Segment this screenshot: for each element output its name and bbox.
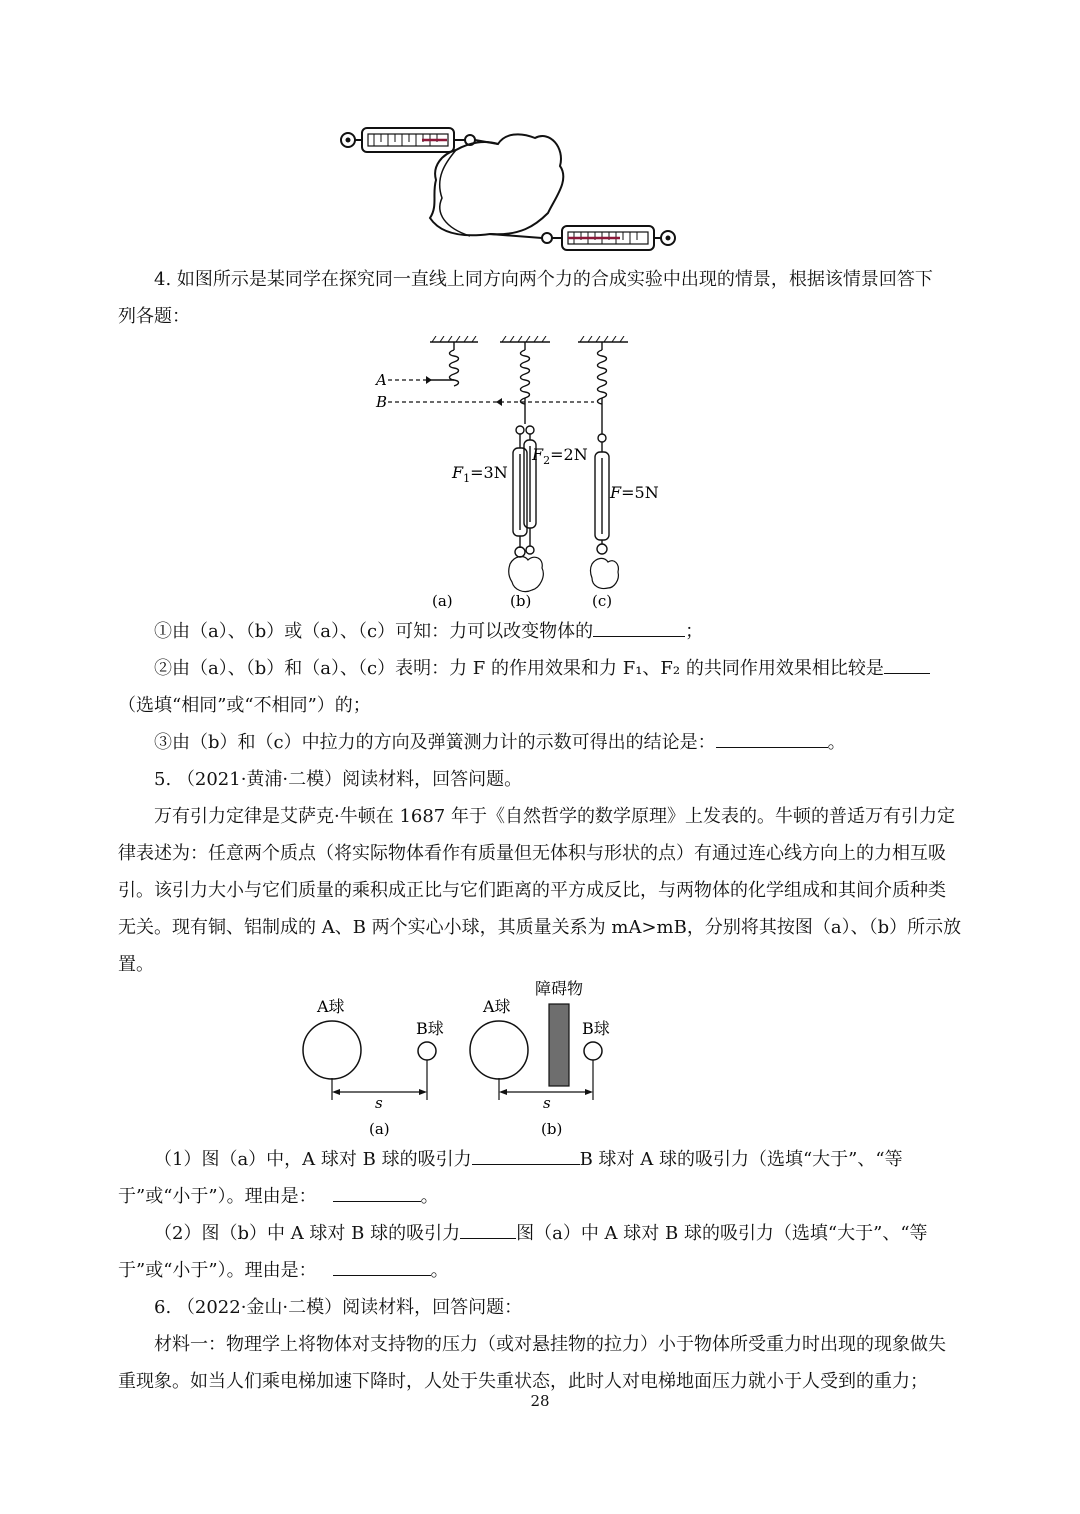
figure-a <box>303 997 444 1138</box>
q4-sub2-line2: （选填“相同”或“不相同”）的； <box>118 695 371 716</box>
obstacle <box>549 1004 569 1086</box>
q5-sub2-end: 。 <box>430 1260 449 1281</box>
label-B: B <box>376 393 388 411</box>
caption-c: (c) <box>592 592 613 610</box>
q5-sub1-cont <box>118 1178 968 1215</box>
rubber-band-loop <box>430 134 563 235</box>
caption-a: (a) <box>432 592 453 610</box>
spring-b <box>521 342 530 424</box>
q4-sub2 <box>118 650 968 687</box>
q4-sub3-text: ③由（b）和（c）中拉力的方向及弹簧测力计的示数可得出的结论是： <box>154 732 716 753</box>
q4-sub1-end: ； <box>685 621 704 642</box>
q6-header-text: 6. （2022·金山·二模）阅读材料，回答问题： <box>154 1297 523 1318</box>
q5-sub2-mid: 图（a）中 A 球对 B 球的吸引力（选填“大于”、“等 <box>516 1223 928 1244</box>
obstacle-label: 障碍物 <box>535 979 584 998</box>
q4-sub3-end: 。 <box>827 732 846 753</box>
q4-stem-line2: 列各题： <box>118 306 190 327</box>
label-f1: $F_1=3N$ <box>452 463 508 485</box>
q4-sub2-cont <box>118 687 968 724</box>
ball-a-large-b <box>470 1021 528 1079</box>
label-f: F=5N <box>610 483 659 502</box>
q5-sub2-blank[interactable] <box>460 1218 516 1239</box>
spring-c <box>598 342 607 434</box>
ball-a-large <box>303 1021 361 1079</box>
q5-sub1-text: （1）图（a）中，A 球对 B 球的吸引力 <box>154 1149 472 1170</box>
b-ball-label-a: B球 <box>416 1019 444 1038</box>
q5-para-4 <box>118 909 968 946</box>
q5-header-text: 5. （2021·黄浦·二模）阅读材料，回答问题。 <box>154 769 523 790</box>
q5-sub1-reason-blank[interactable] <box>333 1181 421 1202</box>
reference-line-a <box>388 376 432 384</box>
label-A: A <box>376 371 387 389</box>
q5-para-1 <box>118 798 968 835</box>
q4-sub1-text: ①由（a）、（b）或（a）、（c）可知：力可以改变物体的 <box>154 621 594 642</box>
spring-scale-f1 <box>513 426 527 557</box>
spring-scale-loop-figure <box>330 118 680 258</box>
q5-para-line2: 律表述为：任意两个质点（将实际物体看作有质量但无体积与形状的点）有通过连心线方向上的力相互吸 <box>118 843 946 864</box>
q6-header <box>118 1289 968 1326</box>
q5-sub2 <box>118 1215 968 1252</box>
q4-sub3 <box>118 724 968 761</box>
q5-sub2-line2: 于”或“小于”）。理由是： <box>118 1260 317 1281</box>
hand-b <box>509 557 544 592</box>
q5-sub2-text: （2）图（b）中 A 球对 B 球的吸引力 <box>154 1223 461 1244</box>
q4-sub2-blank[interactable] <box>884 653 930 674</box>
q4-sub3-blank[interactable] <box>716 727 828 748</box>
q5-sub1 <box>118 1141 968 1178</box>
q5-sub2-cont <box>118 1252 968 1289</box>
q5-sub2-reason-blank[interactable] <box>333 1255 431 1276</box>
right-spring-scale <box>490 226 675 250</box>
reference-line-b <box>388 398 594 406</box>
q5-para-line5: 置。 <box>118 954 154 975</box>
q5-para-2 <box>118 835 968 872</box>
q6-para-1 <box>118 1326 968 1363</box>
q5-para-3 <box>118 872 968 909</box>
ball-b-small-b <box>584 1042 602 1060</box>
label-f2: $F_2=2N$ <box>532 445 588 467</box>
q6-para-line1: 材料一：物理学上将物体对支持物的压力（或对悬挂物的拉力）小于物体所受重力时出现的现象做失 <box>154 1334 946 1355</box>
spring-scale-f <box>595 434 609 554</box>
q4-sub1-blank[interactable] <box>593 616 685 637</box>
q4-stem-cont <box>118 298 968 335</box>
q5-sub1-line2: 于”或“小于”）。理由是： <box>118 1186 317 1207</box>
q5-para-line4: 无关。现有铜、铝制成的 A、B 两个实心小球，其质量关系为 mA>mB，分别将其按图（a）、（b）所示放 <box>118 917 962 938</box>
q6-para-line2: 重现象。如当人们乘电梯加速下降时，人处于失重状态，此时人对电梯地面压力就小于人受到的重力； <box>118 1371 928 1392</box>
q5-header <box>118 761 968 798</box>
q5-sub1-end: 。 <box>420 1186 439 1207</box>
q4-sub2-text: ②由（a）、（b）和（a）、（c）表明：力 F 的作用效果和力 F₁、F₂ 的共同作用效果相比较是 <box>154 658 884 679</box>
dist-s-a: s <box>375 1094 383 1112</box>
q4-sub1 <box>118 613 968 650</box>
left-spring-scale <box>341 128 498 152</box>
figure-b <box>470 979 610 1138</box>
ceiling-mounts <box>430 336 628 342</box>
caption-a: (a) <box>369 1120 390 1138</box>
q4-stem <box>118 261 968 298</box>
spring-force-figure <box>370 336 660 614</box>
q5-sub1-blank[interactable] <box>472 1144 580 1165</box>
b-ball-label-b: B球 <box>582 1019 610 1038</box>
gravity-balls-figure <box>295 978 625 1140</box>
q5-para-line3: 引。该引力大小与它们质量的乘积成正比与它们距离的平方成反比，与两物体的化学组成和其间介质种类 <box>118 880 946 901</box>
a-ball-label-a: A球 <box>317 997 345 1016</box>
q5-para-line1: 万有引力定律是艾萨克·牛顿在 1687 年于《自然哲学的数学原理》上发表的。牛顿的普适万有引力定 <box>154 806 955 827</box>
caption-b: (b) <box>510 592 532 610</box>
q4-stem-line1: 4. 如图所示是某同学在探究同一直线上同方向两个力的合成实验中出现的情景，根据该情景回答下 <box>154 269 933 290</box>
caption-b: (b) <box>541 1120 563 1138</box>
page-number: 28 <box>530 1392 550 1410</box>
ball-b-small <box>418 1042 436 1060</box>
q5-sub1-mid: B 球对 A 球的吸引力（选填“大于”、“等 <box>579 1149 903 1170</box>
dist-s-b: s <box>543 1094 551 1112</box>
spring-a <box>430 342 459 386</box>
hand-c <box>591 558 619 588</box>
a-ball-label-b: A球 <box>483 997 511 1016</box>
